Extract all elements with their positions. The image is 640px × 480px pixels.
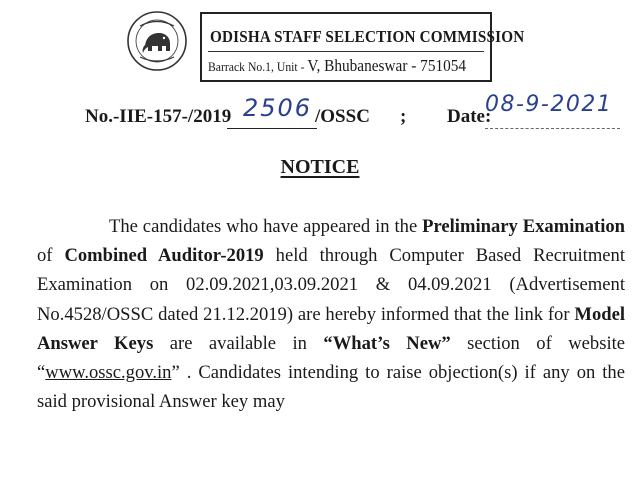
reference-number-blank	[227, 94, 317, 129]
body-text-6: ” . Candidates intending to raise objection(s) if any on the said provisional Answer key may	[37, 362, 625, 413]
reference-separator: ;	[400, 106, 407, 127]
address-main: V, Bhubaneswar - 751054	[307, 56, 467, 75]
body-text-5: section of website “	[37, 332, 626, 384]
letterhead-box	[200, 12, 525, 82]
date-label: Date:	[447, 106, 492, 127]
odisha-state-emblem-icon	[126, 10, 188, 72]
whats-new-section: “What’s New”	[323, 332, 451, 354]
organization-name: ODISHA STAFF SELECTION COMMISSION	[210, 27, 525, 46]
reference-line	[85, 92, 625, 132]
website-link[interactable]: www.ossc.gov.in	[45, 362, 172, 384]
body-text-3: held through Computer Based Recruitment Examination on 02.09.2021,03.09.2021 & 04.09.2021 (Advertisement No.4528/OSSC dated 21.12.2019) are hereby informed that the link for	[37, 245, 626, 325]
reference-prefix: No.-IIE-157-/2019	[85, 106, 232, 127]
body-text-1: The candidates who have appeared in the	[109, 216, 423, 237]
notice-body	[37, 212, 625, 416]
answer-keys-label: Model Answer Keys	[37, 303, 625, 354]
reference-suffix: /OSSC	[315, 106, 370, 127]
date-handwritten: 08-9-2021	[485, 92, 613, 117]
exam-name: Preliminary Examination	[422, 216, 625, 237]
address-small: Barrack No.1, Unit -	[208, 59, 308, 74]
letterhead-divider	[208, 51, 484, 52]
exam-title: Combined Auditor-2019	[64, 245, 264, 267]
notice-title: NOTICE	[280, 156, 360, 178]
date-blank	[485, 92, 620, 129]
body-text-2: of	[37, 245, 65, 267]
body-text-4: are available in	[153, 332, 324, 354]
reference-number-handwritten: 2506	[243, 94, 313, 122]
organization-address	[208, 56, 466, 76]
